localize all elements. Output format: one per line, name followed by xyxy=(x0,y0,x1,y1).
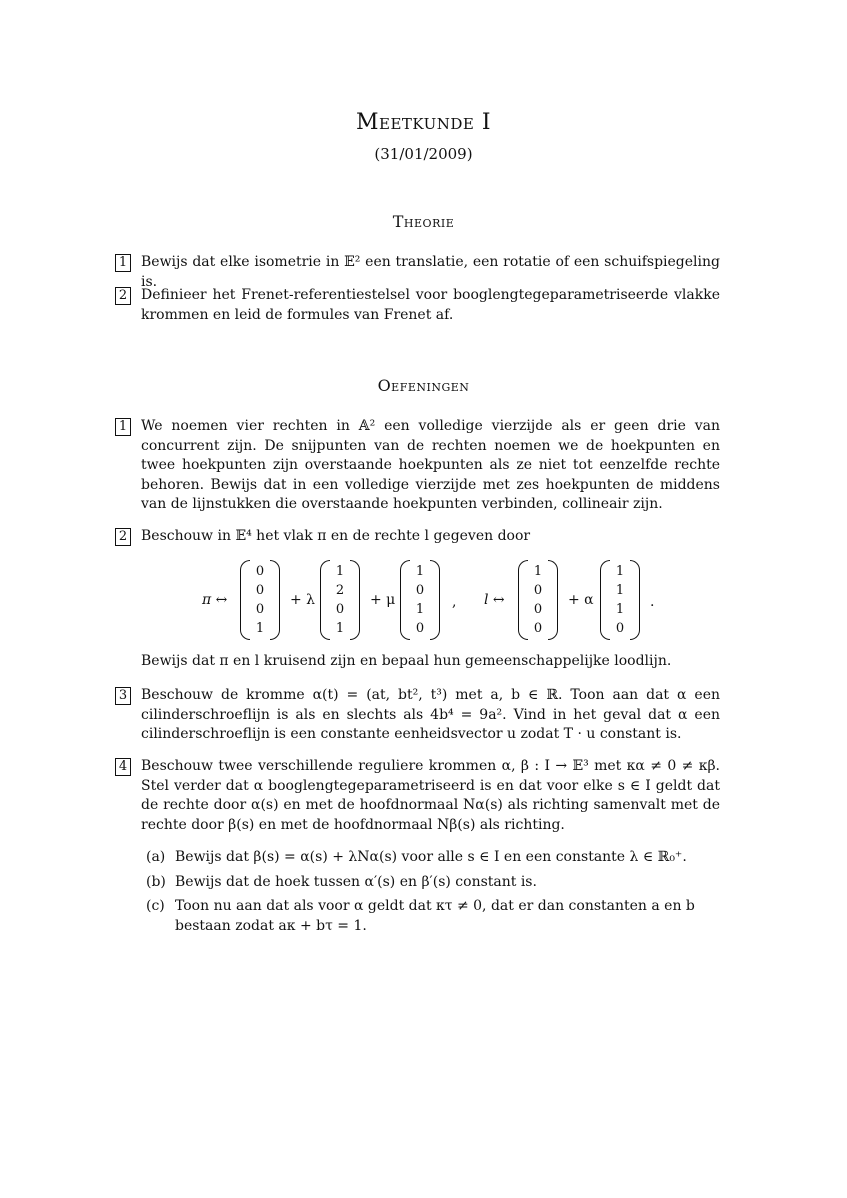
subitem-c xyxy=(146,897,721,936)
matrix-4 xyxy=(518,560,558,640)
subitem-b xyxy=(146,873,721,893)
item-text: We noemen vier rechten in 𝔸² een volledige vierzijde als er geen drie van concurrent zijn. De snijpunten van de rechten noemen we de hoekpunten en twee hoekpunten zijn overstaande hoekpunten als ze niet tot eenzelfde rechte behoren. Bewijs dat in een volledige vierzijde met zes hoekpunten de middens van de lijnstukken die overstaande hoekpunten verbinden, collineair zijn. xyxy=(141,418,720,512)
matrix-cell: 1 xyxy=(615,602,625,617)
item-text: Beschouw twee verschillende reguliere krommen α, β : I → 𝔼³ met κα ≠ 0 ≠ κβ. Stel verder dat α booglengtegeparametriseerd is en dat voor elke s ∈ I geldt dat de rechte door α(s) en met de hoofdnormaal Nα(s) als richting samenvalt met de rechte door β(s) en met de hoofdnormaal Nβ(s) als richting. xyxy=(141,758,720,833)
item-text: Bewijs dat elke isometrie in 𝔼² een translatie, een rotatie of een schuifspiegeling is. xyxy=(141,254,720,290)
matrix-cell: 1 xyxy=(335,564,345,579)
item-number: 2 xyxy=(115,287,131,305)
matrix-cell: 1 xyxy=(615,564,625,579)
item-text: Beschouw de kromme α(t) = (at, bt², t³) met a, b ∈ ℝ. Toon aan dat α een cilinderschroeflijn is als en slechts als 4b⁴ = 9a². Vind in het geval dat α een cilinderschroeflijn is een constante eenheidsvector u zodat T · u constant is. xyxy=(141,687,720,742)
matrix-cell: 0 xyxy=(255,583,265,598)
page-title: Meetkunde I xyxy=(355,110,492,135)
matrix-cell: 1 xyxy=(415,602,425,617)
matrix-5 xyxy=(600,560,640,640)
matrix-2 xyxy=(320,560,360,640)
item-number: 3 xyxy=(115,687,131,705)
l-symbol: l ↔ xyxy=(484,592,505,608)
theorie-heading: Theorie xyxy=(392,212,455,231)
item-text: Definieer het Frenet-referentiestelsel voor booglengtegeparametriseerde vlakke krommen en leid de formules van Frenet af. xyxy=(141,287,720,323)
subitem-text: Bewijs dat de hoek tussen α′(s) en β′(s) constant is. xyxy=(175,874,537,890)
matrix-cell: 0 xyxy=(255,564,265,579)
item-number: 1 xyxy=(115,254,131,272)
subitem-a xyxy=(146,848,721,868)
item-text: Beschouw in 𝔼⁴ het vlak π en de rechte l gegeven door xyxy=(141,528,531,544)
plus-alpha: + α xyxy=(568,592,594,608)
matrix-cell: 0 xyxy=(533,602,543,617)
period: . xyxy=(650,594,655,610)
oefening-item-2-conclusion xyxy=(115,652,720,672)
matrix-cell: 0 xyxy=(533,621,543,636)
matrix-cell: 1 xyxy=(415,564,425,579)
matrix-cell: 0 xyxy=(255,602,265,617)
matrix-cell: 0 xyxy=(533,583,543,598)
subitem-text: Toon nu aan dat als voor α geldt dat κτ ≠ 0, dat er dan constanten a en b bestaan zodat aκ + bτ = 1. xyxy=(175,898,695,934)
matrix-3 xyxy=(400,560,440,640)
matrix-cell: 0 xyxy=(415,583,425,598)
item-number: 2 xyxy=(115,528,131,546)
item-number: 4 xyxy=(115,758,131,776)
matrix-cell: 0 xyxy=(415,621,425,636)
oefening-item-2 xyxy=(115,527,720,547)
oefening-item-1 xyxy=(115,417,720,515)
comma: , xyxy=(452,594,457,610)
item-number: 1 xyxy=(115,418,131,436)
plus-lambda: + λ xyxy=(290,592,316,608)
matrix-cell: 0 xyxy=(615,621,625,636)
matrix-cell: 1 xyxy=(335,621,345,636)
plus-mu: + μ xyxy=(370,592,396,608)
matrix-cell: 1 xyxy=(533,564,543,579)
oefeningen-heading: Oefeningen xyxy=(377,376,470,395)
oefening-item-3 xyxy=(115,686,720,745)
subitem-label: (a) xyxy=(146,849,166,865)
subitem-label: (c) xyxy=(146,898,165,914)
subitem-text: Bewijs dat β(s) = α(s) + λNα(s) voor alle s ∈ I en een constante λ ∈ ℝ₀⁺. xyxy=(175,849,687,865)
matrix-cell: 2 xyxy=(335,583,345,598)
subitem-label: (b) xyxy=(146,874,166,890)
exam-date: (31/01/2009) xyxy=(374,145,473,163)
item-text: Bewijs dat π en l kruisend zijn en bepaal hun gemeenschappelijke loodlijn. xyxy=(141,653,672,669)
plane-line-equation xyxy=(0,560,847,650)
matrix-1 xyxy=(240,560,280,640)
matrix-cell: 0 xyxy=(335,602,345,617)
oefening-item-4 xyxy=(115,757,720,835)
matrix-cell: 1 xyxy=(615,583,625,598)
pi-symbol: π ↔ xyxy=(202,592,228,608)
theorie-item-2 xyxy=(115,286,720,325)
matrix-cell: 1 xyxy=(255,621,265,636)
